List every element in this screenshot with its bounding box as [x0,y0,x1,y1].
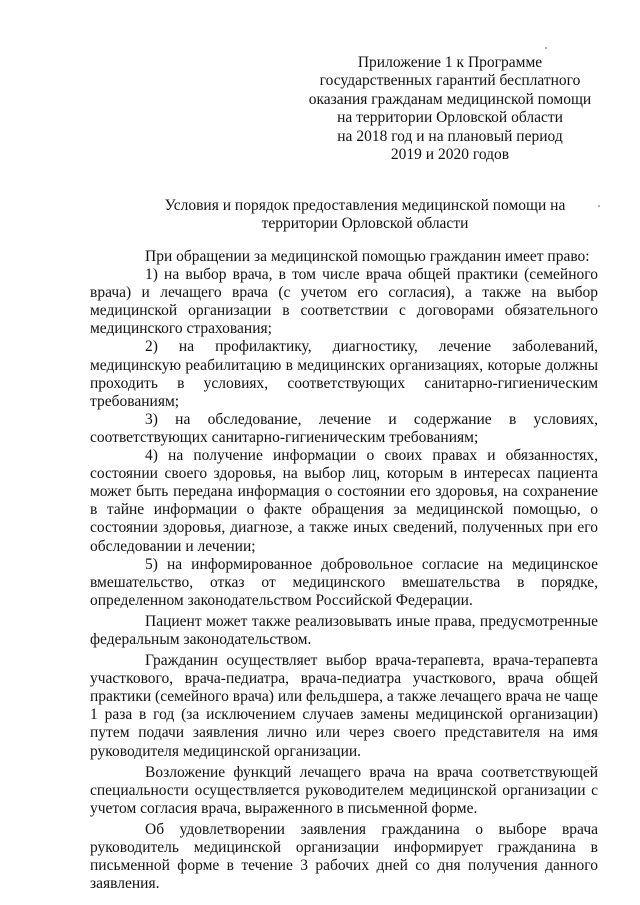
scan-speck [598,205,600,207]
appendix-line: 2019 и 2020 годов [390,146,510,164]
paragraph: 4) на получение информации о своих правах и обязанностях, состоянии своего здоровья, на выбор лиц, которым в интересах пациента может быть передана информация о состоянии его здоровья, на сохранение в тайне информации о факте обращения за медицинской помощью, о состоянии здоровья, диагнозе, а также иных сведений, полученных при его обследовании и лечении; [90,447,598,555]
paragraph: При обращении за медицинской помощью гражданин имеет право: [145,248,590,265]
document-title [150,197,580,234]
paragraph: Пациент может также реализовывать иные права, предусмотренные федеральным законодательством. [90,612,598,648]
appendix-header [300,54,600,164]
paragraph: 1) на выбор врача, в том числе врача общей практики (семейного врача) и лечащего врача (с учетом его согласия), а также на выбор медицинской организации в соответствии с договорами обязательного медицинского страхования; [90,266,598,338]
appendix-line: Приложение 1 к Программе [357,54,543,71]
scan-speck [545,47,547,49]
paragraph: Возложение функций лечащего врача на врача соответствующей специальности осуществляется руководителем медицинской организации с учетом согласия врача, выраженного в письменной форме. [90,763,598,817]
appendix-line: на 2018 год и на плановый период [337,127,563,145]
paragraph: Гражданин осуществляет выбор врача-терапевта, врача-терапевта участкового, врача-педиатра, врача-педиатра участкового, врача общей практики (семейного врача) или фельдшера, а также лечащего врача не чаще 1 раза в год (за исключением случаев замены медицинской организации) путем подачи заявления лично или через своего представителя на имя руководителя медицинской организации. [90,652,598,760]
title-line: территории Орловской области [261,215,469,233]
paragraph: 2) на профилактику, диагностику, лечение заболеваний, медицинскую реабилитацию в медицинских организациях, которые должны проходить в условиях, соответствующих санитарно-гигиеническим требованиям; [90,338,598,410]
document-body [90,248,598,893]
appendix-line: государственных гарантий бесплатного [319,72,581,90]
appendix-line: оказания гражданам медицинской помощи [308,90,592,108]
paragraph: 5) на информированное добровольное согласие на медицинское вмешательство, отказ от медицинского вмешательства в порядке, определенном законодательством Российской Федерации. [90,555,598,609]
paragraph: 3) на обследование, лечение и содержание в условиях, соответствующих санитарно-гигиеническим требованиям; [90,410,598,446]
title-line: Условия и порядок предоставления медицинской помощи на [164,197,566,214]
paragraph: Об удовлетворении заявления гражданина о выборе врача руководитель медицинской организации информирует гражданина в письменной форме в течение 3 рабочих дней со дня получения данного заявления. [90,820,598,893]
appendix-line: на территории Орловской области [337,109,563,127]
